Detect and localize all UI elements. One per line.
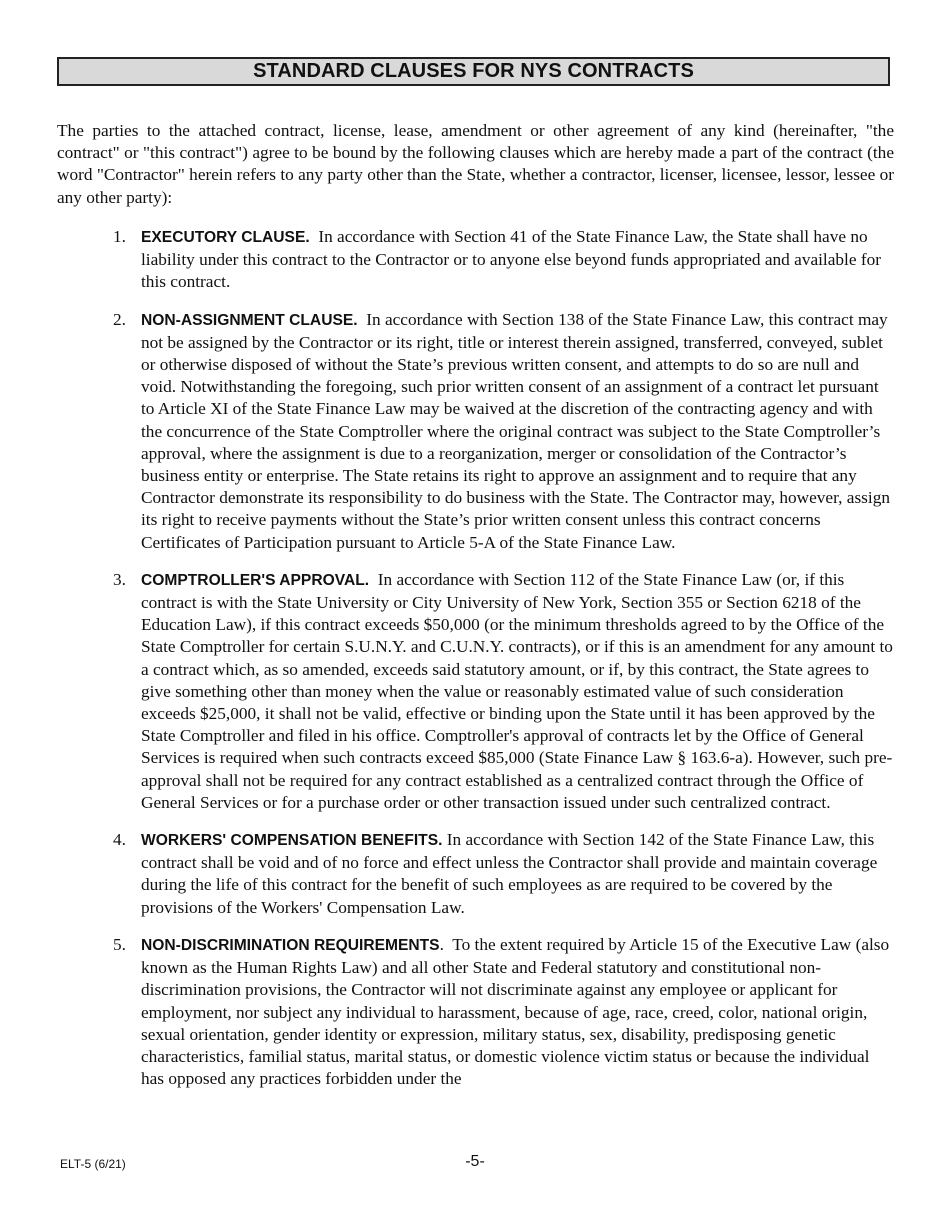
clause-gap: . — [439, 934, 453, 954]
clause-text: In accordance with Section 41 of the State Finance Law, the State shall have no liability under this contract to the Contractor or to anyone else beyond funds appropriated and available for this contract. — [141, 227, 881, 292]
clause-text: In accordance with Section 112 of the State Finance Law (or, if this contract is with the State University or City University of New York, Section 355 or Section 6218 of the Education Law), if this contract exceeds $50,000 (or the minimum thresholds agreed to by the Office of the State Comptroller for certain S.U.N.Y. and C.U.N.Y. contracts), or if this is an amendment for any amount to a contract which, as so amended, exceeds said statutory amount, or if, by this contract, the State agrees to give something other than money when the value or reasonably estimated value of such consideration exceeds $25,000, it shall not be valid, effective or binding upon the State until it has been approved by the State Comptroller and filed in his office. Comptroller's approval of contracts let by the Office of General Services is required when such contracts exceed $85,000 (State Finance Law § 163.6-a). However, such pre-approval shall not be required for any contract established as a centralized contract through the Office of General Services or for a purchase order or other transaction issued under such centralized contract. — [141, 569, 893, 812]
intro-paragraph: The parties to the attached contract, license, lease, amendment or other agreement of any kind (hereinafter, "the contract" or "this contract") agree to be bound by the following clauses which are hereby made a part of the contract (the word "Contractor" herein refers to any party other than the State, whether a contractor, licenser, licensee, lessor, lessee or any other party): — [57, 121, 894, 207]
clause-heading: NON-ASSIGNMENT CLAUSE. — [141, 311, 358, 329]
clause-item — [110, 309, 894, 554]
clause-gap — [358, 310, 367, 329]
clause-item — [110, 569, 894, 814]
clause-item — [110, 226, 894, 294]
clause-number: 1. — [113, 227, 126, 246]
page-title: STANDARD CLAUSES FOR NYS CONTRACTS — [253, 60, 694, 82]
clause-text: To the extent required by Article 15 of the Executive Law (also known as the Human Rights Law) and all other State and Federal statutory and constitutional non-discrimination provisions, the Contractor will not discriminate against any employee or applicant for employment, nor subject any individual to harassment, because of age, race, creed, color, national origin, sexual orientation, gender identity or expression, military status, sex, disability, predisposing genetic characteristics, familial status, marital status, or domestic violence victim status or because the individual has opposed any practices forbidden under the — [141, 934, 890, 1089]
clause-heading: NON-DISCRIMINATION REQUIREMENTS — [141, 936, 440, 954]
clause-text: In accordance with Section 138 of the State Finance Law, this contract may not be assigned by the Contractor or its right, title or interest therein assigned, transferred, conveyed, sublet or otherwise disposed of without the State’s previous written consent, and attempts to do so are null and void. Notwithstanding the foregoing, such prior written consent of an assignment of a contract let pursuant to Article XI of the State Finance Law may be waived at the discretion of the contracting agency and with the concurrence of the State Comptroller where the original contract was subject to the State Comptroller’s approval, where the assignment is due to a reorganization, merger or consolidation of the Contractor’s business entity or enterprise. The State retains its right to approve an assignment and to require that any Contractor demonstrate its responsibility to do business with the State. The Contractor may, however, assign its right to receive payments without the State’s prior written consent unless this contract concerns Certificates of Participation pursuant to Article 5-A of the State Finance Law. — [141, 309, 890, 552]
form-code: ELT-5 (6/21) — [60, 1157, 126, 1171]
page-number: -5- — [465, 1153, 485, 1170]
clause-gap — [369, 570, 378, 589]
clause-number: 2. — [113, 309, 126, 329]
clause-heading: COMPTROLLER'S APPROVAL. — [141, 571, 370, 589]
clause-heading: WORKERS' COMPENSATION BENEFITS. — [141, 832, 443, 850]
clause-number: 5. — [113, 934, 126, 954]
clause-item — [110, 829, 894, 919]
clause-list — [110, 226, 894, 1105]
title-banner — [57, 57, 890, 86]
clause-number: 4. — [113, 830, 126, 850]
clause-text: In accordance with Section 142 of the State Finance Law, this contract shall be void and of no force and effect unless the Contractor shall provide and maintain coverage during the life of this contract for the benefit of such employees as are required to be covered by the provisions of the Workers' Compensation Law. — [141, 830, 878, 917]
clause-item — [110, 934, 894, 1090]
clause-heading: EXECUTORY CLAUSE. — [141, 229, 310, 246]
clause-number: 3. — [113, 569, 126, 589]
